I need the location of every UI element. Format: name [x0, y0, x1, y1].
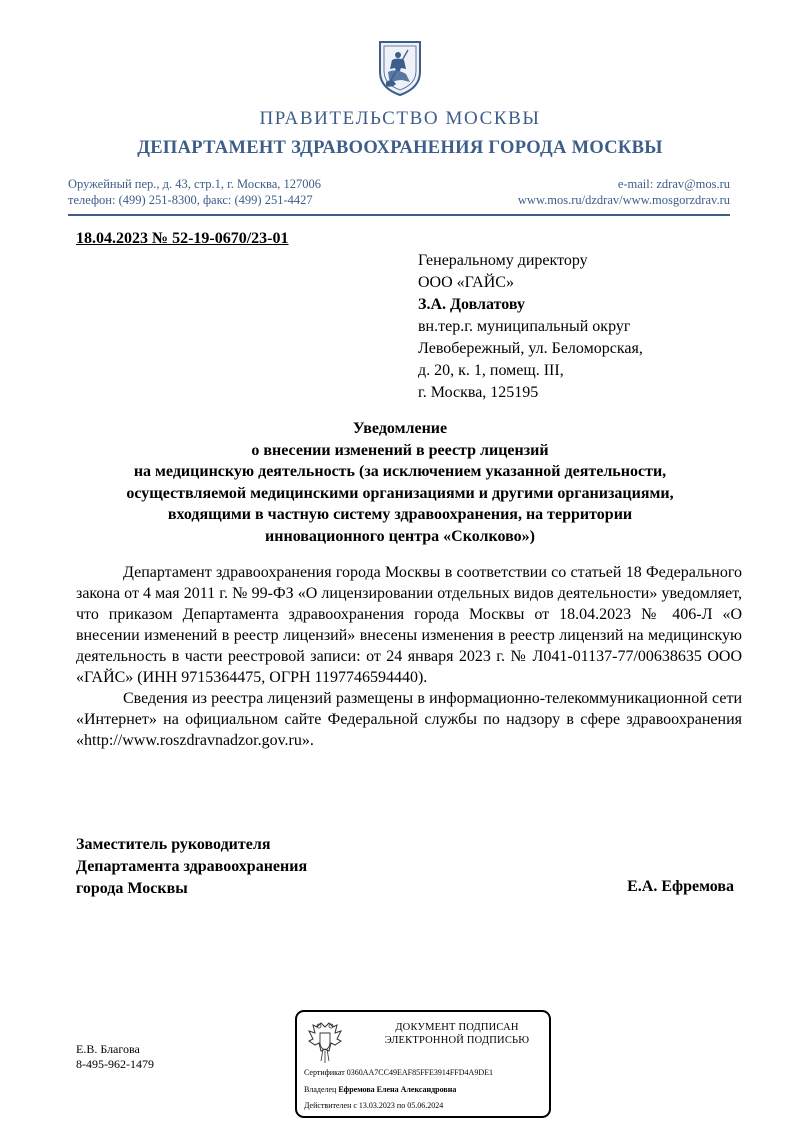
letterhead-divider [68, 214, 730, 216]
registration-number: 18.04.2023 № 52-19-0670/23-01 [76, 230, 289, 247]
phone-line: телефон: (499) 251-8300, факс: (499) 251-4427 [68, 193, 313, 207]
stamp-certificate [304, 1068, 493, 1078]
stamp-owner [304, 1085, 456, 1095]
signatory-position-line: Департамента здравоохранения [76, 858, 308, 875]
body-text [76, 562, 742, 751]
electronic-signature-stamp [295, 1010, 551, 1118]
stamp-heading [367, 1021, 547, 1047]
stamp-certificate-value: 0360AA7CC49EAF85FFE3914FFD4A9DE1 [346, 1068, 493, 1077]
notice-title [60, 418, 740, 547]
signatory-position-line: Заместитель руководителя [76, 836, 271, 853]
title-line: о внесении изменений в реестр лицензий [251, 441, 549, 459]
addressee-company: ООО «ГАЙС» [418, 274, 514, 291]
addressee-block [418, 250, 643, 404]
russian-coat-of-arms-icon [307, 1019, 343, 1065]
email-line: e-mail: zdrav@mos.ru [617, 177, 730, 191]
title-line: на медицинскую деятельность (за исключением указанной деятельности, [133, 463, 667, 480]
body-paragraph: Департамент здравоохранения города Москвы в соответствии со статьей 18 Федерального закона от 4 мая 2011 г. № 99-ФЗ «О лицензировании отдельных видов деятельности» уведомляет, что приказом Департамента здравоохранения города Москвы от 18.04.2023 № 406-Л «О внесении изменений в реестр лицензий» внесены изменения в реестр лицензий на медицинскую деятельность в части реестровой записи: от 24 января 2023 г. № Л041-01137-77/00638635 ООО «ГАЙС» (ИНН 9715364475, ОГРН 1197746594440). [76, 564, 742, 686]
stamp-heading-line: ДОКУМЕНТ ПОДПИСАН [395, 1022, 519, 1033]
websites-line: www.mos.ru/dzdrav/www.mosgorzdrav.ru [517, 193, 730, 207]
title-line: осуществляемой медицинскими организациями и другими организациями, [126, 484, 674, 502]
stamp-owner-value: Ефремова Елена Александровна [338, 1085, 457, 1094]
title-line: Уведомление [352, 420, 448, 437]
government-title: ПРАВИТЕЛЬСТВО МОСКВЫ [259, 108, 541, 129]
contact-web-block [518, 176, 730, 208]
moscow-coat-of-arms-icon [374, 38, 426, 98]
addressee-address-line: вн.тер.г. муниципальный округ [418, 318, 631, 335]
stamp-certificate-label: Сертификат [304, 1068, 345, 1077]
signatory-name: Е.А. Ефремова [627, 878, 734, 895]
addressee-address-line: д. 20, к. 1, помещ. III, [418, 362, 564, 379]
signatory-position [76, 834, 307, 900]
stamp-heading-line: ЭЛЕКТРОННОЙ ПОДПИСЬЮ [384, 1035, 530, 1046]
title-line: входящими в частную систему здравоохранения, на территории [167, 506, 633, 523]
executor-block [76, 1042, 154, 1072]
addressee-name: З.А. Довлатову [418, 296, 525, 313]
stamp-owner-label: Владелец [304, 1085, 337, 1094]
department-title: ДЕПАРТАМЕНТ ЗДРАВООХРАНЕНИЯ ГОРОДА МОСКВЫ [137, 138, 663, 158]
addressee-address-line: Левобережный, ул. Беломорская, [418, 340, 643, 357]
addressee-address-line: г. Москва, 125195 [418, 384, 539, 401]
contact-address-block [68, 176, 321, 208]
title-line: инновационного центра «Сколково») [265, 527, 535, 545]
address-line: Оружейный пер., д. 43, стр.1, г. Москва, 127006 [68, 177, 322, 191]
signatory-position-line: города Москвы [76, 880, 188, 897]
body-paragraph: Сведения из реестра лицензий размещены в информационно-телекоммуникационной сети «Интернет» на официальном сайте Федеральной службы по надзору в сфере здравоохранения «http://www.roszdravnadzor.gov.ru». [76, 690, 742, 749]
stamp-validity: Действителен с 13.03.2023 по 05.06.2024 [304, 1101, 444, 1110]
executor-name: Е.В. Благова [76, 1042, 140, 1056]
executor-phone: 8-495-962-1479 [76, 1057, 154, 1071]
addressee-position: Генеральному директору [418, 252, 588, 269]
